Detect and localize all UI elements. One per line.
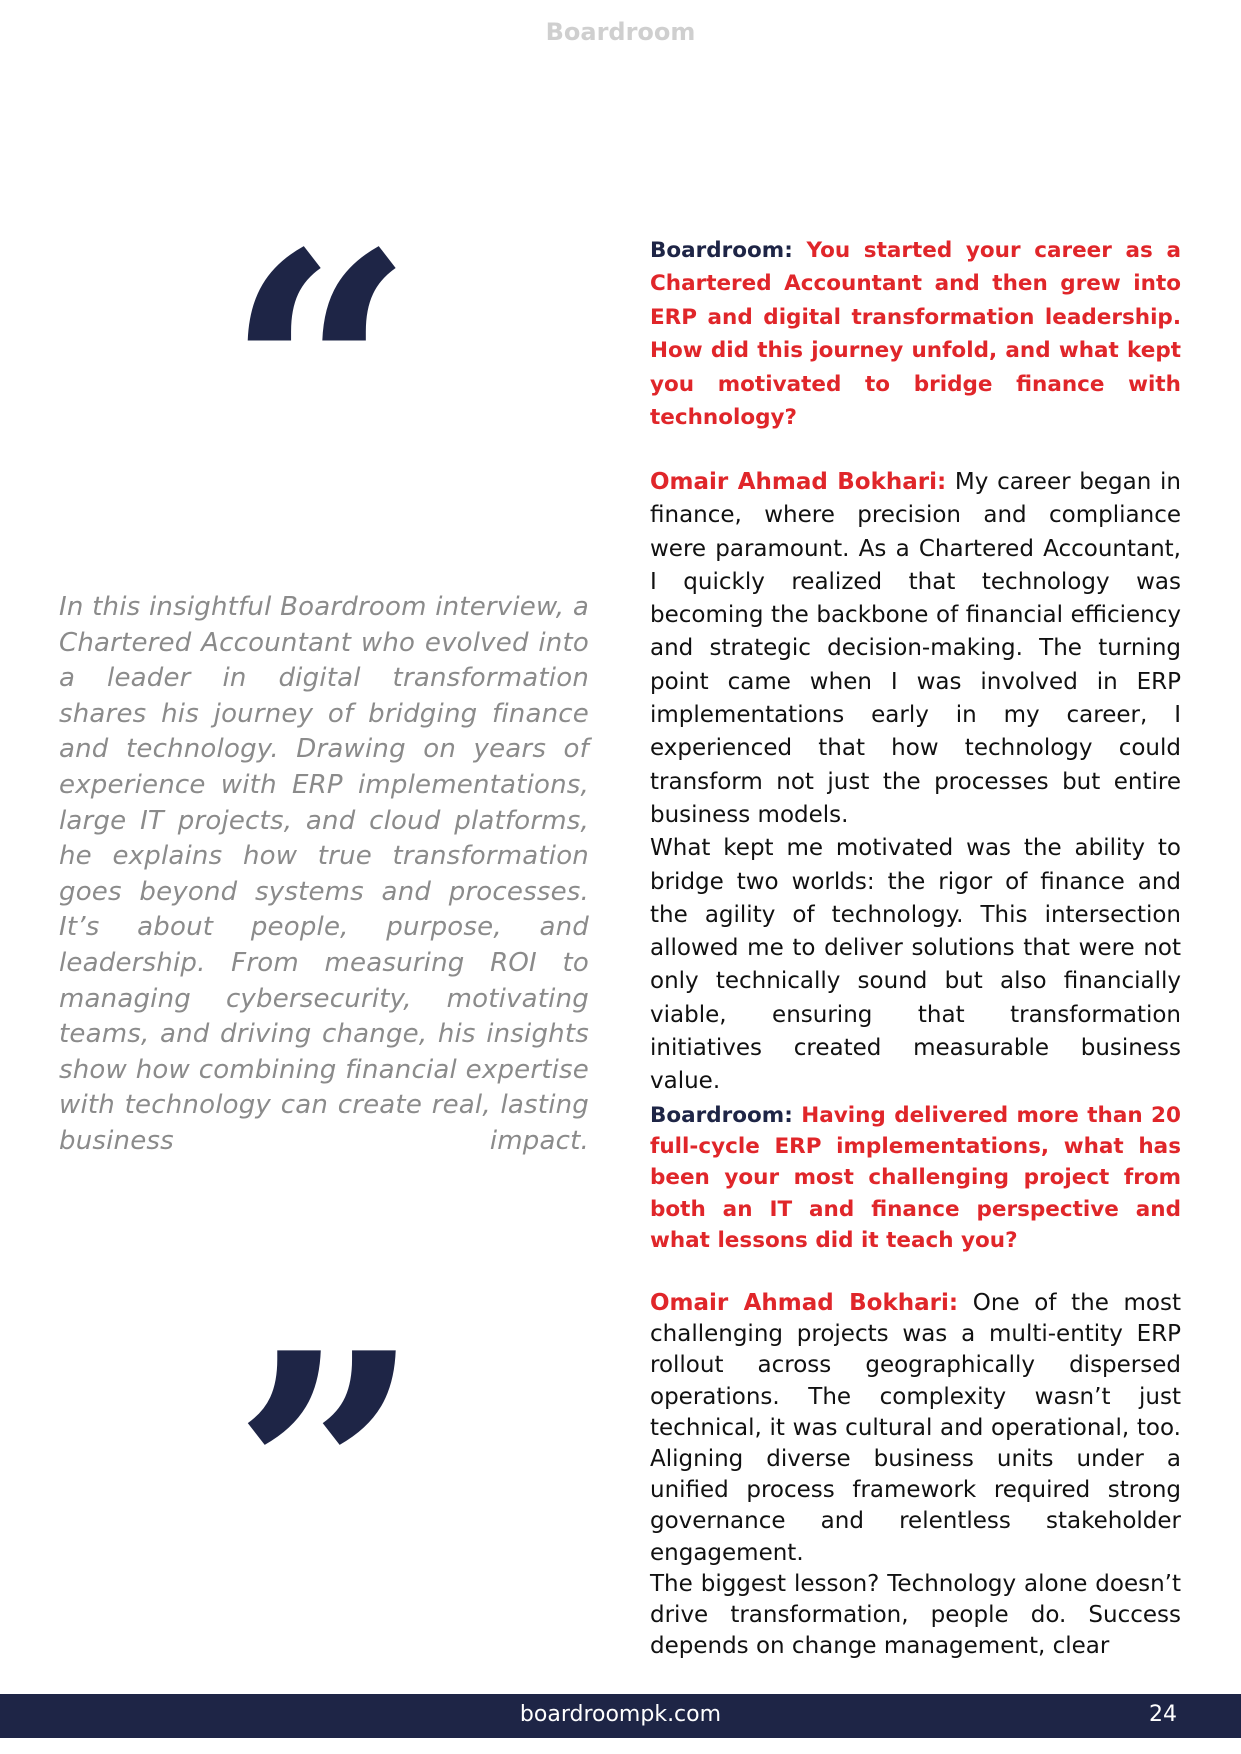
respondent-label: Omair Ahmad Bokhari: bbox=[650, 1290, 959, 1316]
answer-paragraph: What kept me motivated was the ability to bridge two worlds: the rigor of finance and the agility of technology. This intersection allowed me to deliver solutions that were not only technically sound but also financially viable, ensuring that transformation initiatives created measurable business value. bbox=[650, 835, 1181, 1095]
open-quote-icon: “ bbox=[225, 181, 415, 569]
magazine-brand-header: Boardroom bbox=[545, 18, 696, 46]
close-quote-icon: ” bbox=[232, 1281, 422, 1669]
answer-1 bbox=[650, 466, 1181, 1099]
answer-paragraph: One of the most challenging projects was a multi-entity ERP rollout across geographically dispersed operations. The complexity wasn’t just technical, it was cultural and operational, too. Aligning diverse business units under a unified process framework required strong governance and relentless stakeholder engagement. bbox=[650, 1290, 1182, 1566]
interview-intro: In this insightful Boardroom interview, a Chartered Accountant who evolved into a leader in digital transformation shares his journey of bridging finance and technology. Drawing on years of experience with ERP implementations, large IT projects, and cloud platforms, he explains how true transformation goes beyond systems and processes. It’s about people, purpose, and leadership. From measuring ROI to managing cybersecurity, motivating teams, and driving change, his insights show how combining financial expertise with technology can create real, lasting business impact. bbox=[59, 592, 589, 1156]
answer-paragraph: My career began in finance, where precision and compliance were paramount. As a Chartered Accountant, I quickly realized that technology was becoming the backbone of financial efficiency and strategic decision-making. The turning point came when I was involved in ERP implementations early in my career, I experienced that how technology could transform not just the processes but entire business models. bbox=[650, 469, 1181, 828]
question-2 bbox=[650, 1100, 1181, 1256]
question-text: Having delivered more than 20 full-cycle ERP implementations, what has been your most challenging project from both an IT and finance perspective and what lessons did it teach you? bbox=[650, 1103, 1181, 1253]
interviewer-label: Boardroom: bbox=[650, 1103, 793, 1128]
answer-2 bbox=[650, 1288, 1181, 1662]
answer-paragraph: The biggest lesson? Technology alone doesn’t drive transformation, people do. Success depends on change management, clear bbox=[650, 1570, 1181, 1660]
interviewer-label: Boardroom: bbox=[650, 238, 793, 263]
respondent-label: Omair Ahmad Bokhari: bbox=[650, 469, 947, 495]
page-number: 24 bbox=[1149, 1702, 1177, 1727]
website-link[interactable]: boardroompk.com bbox=[519, 1702, 722, 1727]
question-1 bbox=[650, 234, 1181, 434]
page-footer bbox=[0, 1694, 1241, 1738]
question-text: You started your career as a Chartered Accountant and then grew into ERP and digital transformation leadership. How did this journey unfold, and what kept you motivated to bridge finance with technology? bbox=[650, 238, 1181, 431]
